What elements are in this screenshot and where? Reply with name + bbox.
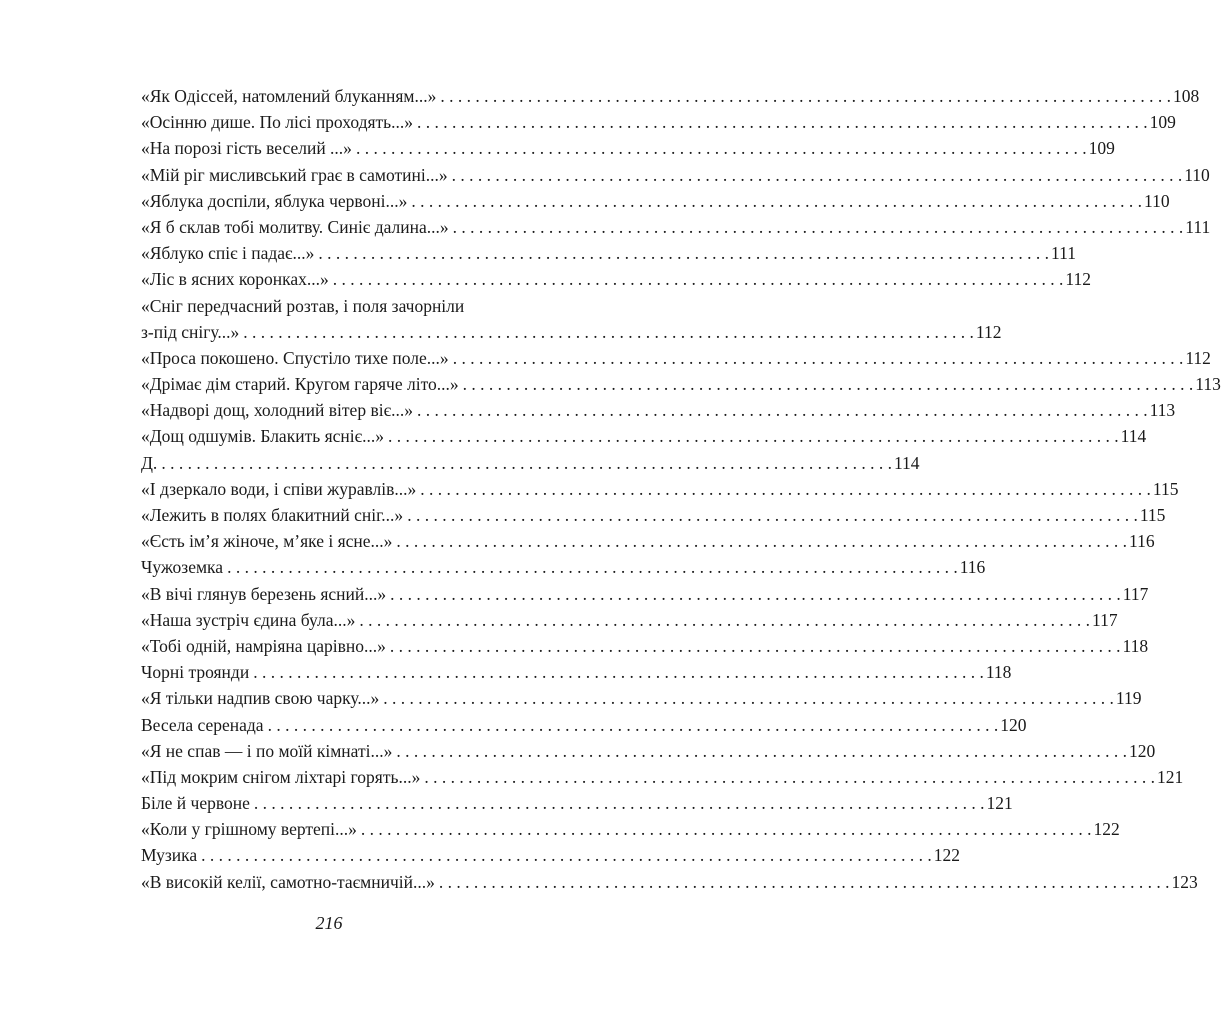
leader-dots <box>403 502 1140 528</box>
leader-dots <box>392 528 1129 554</box>
toc-entry <box>141 869 1198 895</box>
entry-title: «Лежить в полях блакитний сніг...» <box>141 505 404 525</box>
entry-page-number: 112 <box>1185 347 1211 368</box>
entry-title: «Я тільки надпив свою чарку...» <box>141 688 380 709</box>
toc-entry <box>141 554 986 580</box>
entry-page-number: 114 <box>1120 426 1147 447</box>
entry-page-number: 116 <box>1129 531 1155 552</box>
entry-page-number: 112 <box>975 321 1002 342</box>
leader-dots <box>420 764 1157 790</box>
toc-entry <box>141 135 1115 161</box>
entry-title: Д. <box>141 452 158 473</box>
leader-dots <box>449 345 1186 371</box>
leader-dots <box>352 135 1089 161</box>
entry-page-number: 122 <box>933 845 961 866</box>
entry-title: «В високій келії, самотно-таємничій...» <box>141 871 435 892</box>
toc-entry <box>141 790 1013 816</box>
entry-title: «Я не спав — і по моїй кімнаті...» <box>141 740 393 761</box>
leader-dots <box>407 188 1144 214</box>
leader-dots <box>448 162 1185 188</box>
entry-title: Музика <box>141 845 198 866</box>
toc-entry <box>141 214 1211 240</box>
toc-entry <box>141 528 1155 554</box>
toc-entry <box>141 319 1002 345</box>
leader-dots <box>392 738 1129 764</box>
entry-title: «Ліс в ясних коронках...» <box>141 269 329 290</box>
entry-page-number: 119 <box>1115 688 1142 709</box>
entry-title: «Як Одіссей, натомлений блуканням...» <box>141 86 437 106</box>
entry-page-number: 120 <box>1129 740 1156 761</box>
leader-dots <box>357 816 1094 842</box>
toc-entry <box>141 188 1170 214</box>
entry-title: «Осінню дише. По лісі проходять...» <box>141 112 414 133</box>
leader-dots <box>459 371 1196 397</box>
toc-entry <box>141 397 1176 423</box>
leader-dots <box>386 633 1123 659</box>
toc-entry <box>141 240 1076 266</box>
entry-page-number: 118 <box>1122 635 1149 656</box>
entry-title: Чорні троянди <box>141 662 250 683</box>
entry-page-number: 112 <box>1065 269 1092 290</box>
entry-title: «Під мокрим снігом ліхтарі горять...» <box>141 766 421 787</box>
toc-entry <box>141 633 1149 659</box>
leader-dots <box>384 423 1121 449</box>
entry-title: «Дощ одшумів. Блакить ясніє...» <box>141 426 385 447</box>
leader-dots <box>416 476 1153 502</box>
entry-page-number: 113 <box>1195 374 1221 395</box>
leader-dots <box>314 240 1051 266</box>
entry-page-number: 117 <box>1122 583 1149 604</box>
entry-title: «Дрімає дім старий. Кругом гаряче літо...» <box>141 374 459 395</box>
leader-dots <box>379 685 1116 711</box>
leader-dots <box>239 319 976 345</box>
entry-title: «Яблука доспіли, яблука червоні...» <box>141 190 408 211</box>
entry-title: «Єсть ім’я жіноче, м’яке і ясне...» <box>141 531 393 552</box>
entry-page-number: 109 <box>1149 112 1176 133</box>
toc-entry <box>141 659 1012 685</box>
entry-page-number: 121 <box>1156 766 1184 787</box>
leader-dots <box>413 109 1150 135</box>
entry-page-number: 108 <box>1172 86 1200 106</box>
entry-page-number: 111 <box>1185 216 1211 237</box>
entry-title: Біле й червоне <box>141 793 250 814</box>
toc-entry <box>141 109 1176 135</box>
entry-title: «В вічі глянув березень ясний...» <box>141 583 387 604</box>
toc-entry <box>141 581 1149 607</box>
toc-entry <box>141 685 1142 711</box>
entry-page-number: 110 <box>1184 164 1210 185</box>
entry-title: «Яблуко спіє і падає...» <box>141 243 315 264</box>
leader-dots <box>413 397 1150 423</box>
entry-title: «І дзеркало води, і співи журавлів...» <box>141 478 417 499</box>
entry-title: «На порозі гість веселий ...» <box>141 138 352 159</box>
leader-dots <box>449 214 1186 240</box>
entry-title: «Тобі одній, намріяна царівно...» <box>141 635 386 656</box>
toc-entry <box>141 764 1184 790</box>
entry-page-number: 116 <box>959 557 986 578</box>
leader-dots <box>355 607 1092 633</box>
entry-page-number: 121 <box>986 793 1013 814</box>
entry-page-number: 117 <box>1092 609 1118 630</box>
leader-dots <box>197 842 934 868</box>
leader-dots <box>249 659 986 685</box>
entry-title: з-під снігу...» <box>141 321 240 342</box>
leader-dots <box>223 554 960 580</box>
toc-entry <box>141 842 961 868</box>
toc-entry <box>141 712 1027 738</box>
entry-title: «Проса покошено. Спустіло тихе поле...» <box>141 347 449 368</box>
leader-dots <box>329 266 1066 292</box>
entry-title: «Наша зустріч єдина була...» <box>141 609 356 630</box>
leader-dots <box>157 450 894 476</box>
entry-page-number: 110 <box>1144 190 1170 211</box>
toc-entry <box>141 476 1179 502</box>
entry-page-number: 113 <box>1149 400 1176 421</box>
entry-page-number: 115 <box>1139 505 1166 525</box>
toc-entry <box>141 266 1092 292</box>
leader-dots <box>386 581 1123 607</box>
toc-entry <box>141 162 1210 188</box>
entry-page-number: 114 <box>893 452 920 473</box>
toc-entry <box>141 345 1211 371</box>
entry-page-number: 120 <box>1000 714 1027 735</box>
entry-title-line-1: «Сніг передчасний розтав, і поля зачорніли <box>141 295 465 316</box>
page-number: 216 <box>315 913 343 933</box>
table-of-contents <box>141 83 1221 895</box>
entry-page-number: 111 <box>1051 243 1076 264</box>
toc-entry-first-line <box>141 293 595 319</box>
entry-page-number: 115 <box>1152 478 1179 499</box>
toc-entry <box>141 371 1221 397</box>
entry-page-number: 109 <box>1088 138 1115 159</box>
entry-title: «Мій ріг мисливський грає в самотині...» <box>141 164 448 185</box>
toc-entry <box>141 816 1120 842</box>
toc-entry <box>141 83 1200 109</box>
entry-title: «Надворі дощ, холодний вітер віє...» <box>141 400 413 421</box>
leader-dots <box>264 712 1001 738</box>
entry-page-number: 123 <box>1171 871 1198 892</box>
toc-entry <box>141 738 1156 764</box>
entry-title: Весела серенада <box>141 714 264 735</box>
toc-entry <box>141 423 1147 449</box>
leader-dots <box>435 869 1172 895</box>
toc-entry <box>141 502 1166 528</box>
entry-title: «Я б склав тобі молитву. Синіє далина...» <box>141 216 449 237</box>
toc-entry <box>141 607 1118 633</box>
entry-title: «Коли у грішному вертепі...» <box>141 819 357 840</box>
leader-dots <box>436 83 1173 109</box>
entry-page-number: 118 <box>985 662 1012 683</box>
toc-entry <box>141 450 920 476</box>
entry-page-number: 122 <box>1093 819 1120 840</box>
entry-title: Чужоземка <box>141 557 224 578</box>
leader-dots <box>250 790 987 816</box>
